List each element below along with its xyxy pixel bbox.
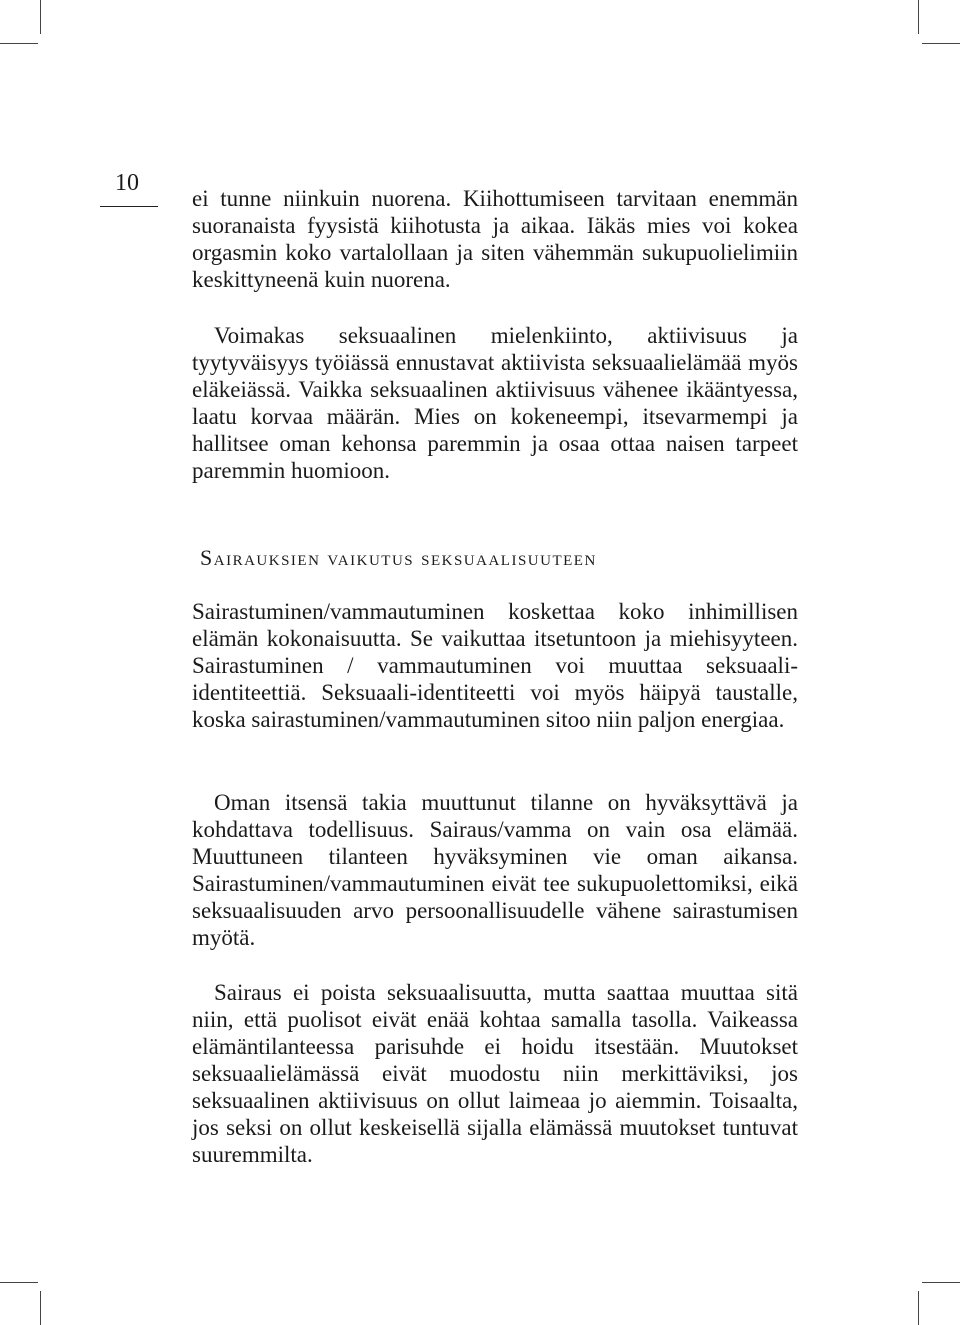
paragraph-continuation: ei tunne niinkuin nuorena. Kiihottumiseen tarvitaan enemmän suoranaista fyysistä kiihotusta ja aikaa. Iäkäs mies voi kokea orgasmin koko vartalollaan ja siten vähemmän sukupuolielimiin keskittyneenä kuin nuorena.: [192, 186, 798, 292]
page-number-rule: [100, 206, 158, 207]
section-heading: Sairauksien vaikutus seksuaalisuuteen: [200, 545, 597, 570]
crop-mark: [922, 43, 960, 44]
crop-mark: [40, 0, 41, 34]
crop-mark: [922, 1282, 960, 1283]
paragraph-acceptance: Oman itsensä takia muuttunut tilanne on hyväksyttävä ja kohdattava todellisuus. Sairaus/vamma on vain osa elämää. Muuttuneen tilanteen hyväksyminen vie oman aikansa. Sairastuminen/vammautuminen eivät tee sukupuolettomiksi, eikä seksuaalisuuden arvo persoonallisuudelle vähene sairastumisen myötä.: [192, 790, 798, 950]
paragraph-relationship: Sairaus ei poista seksuaalisuutta, mutta saattaa muuttaa sitä niin, että puolisot eivät enää kohtaa samalla tasolla. Vaikeassa elämäntilanteessa parisuhde ei hoidu itsestään. Muutokset seksuaalielämässä eivät muodostu niin merkittäviksi, jos seksuaalinen aktiivisuus on ollut laimeaa jo aiemmin. Toisaalta, jos seksi on ollut keskeisellä sijalla elämässä muutokset tuntuvat suuremmilta.: [192, 980, 798, 1167]
crop-mark: [40, 1291, 41, 1325]
page-number: 10: [115, 170, 139, 196]
crop-mark: [918, 1291, 919, 1325]
crop-mark: [0, 1282, 38, 1283]
crop-mark: [918, 0, 919, 34]
paragraph-aging-activity: Voimakas seksuaalinen mielenkiinto, aktiivisuus ja tyytyväisyys työiässä ennustavat aktiivista seksuaalielämää myös eläkeiässä. Vaikka seksuaalinen aktiivisuus vähenee ikääntyessa, laatu korvaa määrän. Mies on kokeneempi, itsevarmempi ja hallitsee oman kehonsa paremmin ja osaa ottaa naisen tarpeet paremmin huomioon.: [192, 323, 798, 483]
crop-mark: [0, 43, 38, 44]
paragraph-illness-identity: Sairastuminen/vammautuminen koskettaa koko inhimillisen elämän kokonaisuutta. Se vaikuttaa itsetuntoon ja miehisyyteen. Sairastuminen / vammautuminen voi muuttaa seksuaali-identiteettiä. Seksuaali-identiteetti voi myös häipyä taustalle, koska sairastuminen/vammautuminen sitoo niin paljon energiaa.: [192, 599, 798, 732]
